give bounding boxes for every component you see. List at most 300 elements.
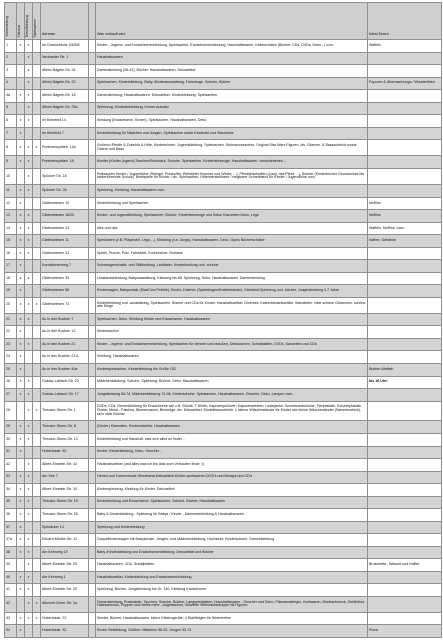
cell-mark-c [33, 559, 41, 572]
cell-address: Alfred-Nägele-Str. 18 [41, 90, 89, 103]
cell-info [368, 127, 442, 140]
cell-address: Albert-Einstein-Str. 42 [41, 459, 89, 472]
cell-goods: Baby & Kinderkleidung , Spielzeug für Babys / Kinder , Damenbekleidung & Haushaltswaren [96, 509, 368, 522]
cell-stand-number: 1 [5, 40, 17, 53]
cell-info [368, 584, 442, 597]
cell-stand-number: 5 [5, 102, 17, 115]
cell-mark-c [33, 546, 41, 559]
cell-mark-b [25, 197, 33, 210]
cell-stand-number: 21 [5, 313, 17, 326]
cell-address: Theodor-Storm-Str. 26 [41, 509, 89, 522]
cell-empty [89, 571, 96, 584]
cell-goods: Damenkleidung, Rucksäcke, Taschen, Schuhe, Bücher, Langspielplatten, Haushaltswaren - Geschirr und Deko, Pflanzenableger, Korbwaren, Modeschmuck, Geldbörse, Haarschmuck, Puppen und vieles mehr , Angelsachen, teilweise Weihnachtskrippe mit Figuren [96, 596, 368, 612]
cell-mark-b: x [25, 401, 33, 421]
cell-mark-c [33, 272, 41, 285]
table-row [5, 351, 442, 364]
cell-mark-c [33, 65, 41, 78]
cell-mark-b: x [25, 222, 33, 235]
cell-empty [89, 297, 96, 313]
cell-info [368, 401, 442, 421]
cell-mark-c [33, 446, 41, 459]
cell-goods: Haushaltswaren [96, 52, 368, 65]
cell-empty [89, 197, 96, 210]
cell-goods: Herren-und Damenmode,Streetwear,Dekoartikel,Kinder-spielsachen,DVD's und Blurays und CD's [96, 471, 368, 484]
cell-goods: dies und das [96, 222, 368, 235]
cell-address: Au in den Buchen 40a [41, 364, 89, 377]
cell-info [368, 90, 442, 103]
cell-mark-c [33, 376, 41, 389]
cell-goods: Spielwaren (z.B. Playmobil, Lego,...), Kleidung (v.a. Jungs), Haushaltswaren, Deko, Opa's Bücherschätze [96, 235, 368, 248]
cell-stand-number: 15 [5, 235, 17, 248]
cell-info [368, 272, 442, 285]
cell-stand-number: 4 [5, 77, 17, 90]
table-row [5, 297, 442, 313]
cell-mark-b: x [25, 90, 33, 103]
cell-stand-number: 10 [5, 168, 17, 184]
cell-mark-b: x [25, 509, 33, 522]
cell-mark-b: x [25, 484, 33, 497]
cell-mark-c [33, 90, 41, 103]
cell-empty [89, 471, 96, 484]
cell-mark-c [33, 102, 41, 115]
cell-stand-number: 37a [5, 534, 17, 547]
table-row [5, 625, 442, 638]
cell-address: Au in den Buchen 23 A [41, 351, 89, 364]
cell-mark-c [33, 77, 41, 90]
cell-goods: Kinderspielzeug, Kleidung für Kinder, Dekoartikel [96, 484, 368, 497]
cell-info [368, 65, 442, 78]
cell-stand-number: 30 [5, 433, 17, 446]
table-row [5, 197, 442, 210]
cell-mark-a: x [17, 326, 25, 339]
cell-empty [89, 235, 96, 248]
cell-goods: Spielsachen, Kinderkleidung, Baby-/Kinderausstattung, Fahrzeuge, Schuhe, Bücher [96, 77, 368, 90]
cell-info [368, 534, 442, 547]
cell-mark-a [17, 102, 25, 115]
cell-goods: Kinderkleidung und Spielsachen [96, 197, 368, 210]
cell-info [368, 389, 442, 402]
cell-empty [89, 272, 96, 285]
cell-stand-number: 26 [5, 376, 17, 389]
cell-goods: Spielsachen, Deko, Kleidung Kinder und Erwachsene, Haushaltswaren [96, 313, 368, 326]
cell-mark-b: x [25, 471, 33, 484]
cell-info [368, 612, 442, 625]
cell-empty [89, 127, 96, 140]
cell-address: Spitzäcker 14 [41, 521, 89, 534]
header-hausrat: Hausrat [17, 3, 25, 40]
cell-mark-b: x [25, 247, 33, 260]
cell-address: Spöcker Str. 18 [41, 168, 89, 184]
cell-mark-a: x [17, 338, 25, 351]
table-row [5, 546, 442, 559]
header-vorbestellung: Vorbestellung [5, 16, 9, 37]
header-nr [5, 3, 17, 40]
cell-mark-a: x [17, 313, 25, 326]
cell-stand-number: 23 [5, 338, 17, 351]
table-row [5, 222, 442, 235]
table-row [5, 127, 442, 140]
cell-address: Gustav-Lafosch-Str. 23 [41, 376, 89, 389]
cell-mark-b [25, 351, 33, 364]
cell-goods: Kleider, Bücher, Haushaltswaren, kleine Elektrogeräte, 4 Stahlfelgen für Winterreifen [96, 612, 368, 625]
cell-mark-a: x [17, 433, 25, 446]
cell-address: Kornblumenweg 7 [41, 260, 89, 273]
header-adresse: Adresse [41, 3, 89, 40]
cell-mark-b [25, 521, 33, 534]
cell-info [368, 596, 442, 612]
cell-info [368, 571, 442, 584]
cell-mark-c [33, 459, 41, 472]
cell-mark-c [33, 364, 41, 377]
table-row [5, 247, 442, 260]
table-row [5, 140, 442, 156]
cell-address: Am See 7 [41, 471, 89, 484]
cell-mark-b: x [25, 496, 33, 509]
cell-goods: Jungskleidung 56-74, Mädchenkleidung 74-98, Kinderschuhe, Spielsachen, Haushaltswaren, Geschirr, Deko, Lampen uvm. [96, 389, 368, 402]
table-row [5, 77, 442, 90]
cell-address: Gärtenwiesen 24 [41, 222, 89, 235]
cell-empty [89, 40, 96, 53]
table-row [5, 285, 442, 298]
header-was-verkauft-wird: Was verkauft wird [96, 3, 368, 40]
cell-goods: Baby-/Kinderkleidung und Erwachsenenkleidung, Dekoartikel und Bücher [96, 546, 368, 559]
cell-mark-c [33, 185, 41, 198]
cell-mark-a: x [17, 584, 25, 597]
table-row [5, 52, 442, 65]
cell-goods: Spiele, Puzzle, Puki, Fahrräder, Kochbücher, Romane [96, 247, 368, 260]
table-row [5, 326, 442, 339]
cell-mark-a: x [17, 364, 25, 377]
cell-info [368, 285, 442, 298]
cell-empty [89, 351, 96, 364]
cell-info [368, 297, 442, 313]
cell-stand-number: 28 [5, 401, 17, 421]
cell-info [368, 247, 442, 260]
cell-empty [89, 509, 96, 522]
cell-empty [89, 364, 96, 377]
cell-stand-number: 9 [5, 156, 17, 169]
cell-info [368, 52, 442, 65]
cell-mark-c [33, 534, 41, 547]
cell-stand-number: 11 [5, 185, 17, 198]
cell-empty [89, 156, 96, 169]
cell-mark-b: x [25, 168, 33, 184]
cell-address: Hubertusstr. 22 [41, 612, 89, 625]
table-row [5, 471, 442, 484]
cell-mark-c [33, 338, 41, 351]
cell-mark-c [33, 115, 41, 128]
cell-goods: Haushaltswaren, CDs, Schallplatten [96, 559, 368, 572]
cell-mark-a: x [17, 376, 25, 389]
cell-address: Gärtenwiesen 18/20 [41, 210, 89, 223]
cell-mark-c: x [33, 140, 41, 156]
cell-mark-a: x [17, 625, 25, 638]
cell-empty [89, 459, 96, 472]
cell-info [368, 102, 442, 115]
cell-goods: Kinderkleidung und Erwachsene, Spielsachen, Schuhe, Bücher, Haushaltswaren [96, 496, 368, 509]
cell-empty [89, 185, 96, 198]
cell-mark-a [17, 559, 25, 572]
cell-mark-b [25, 364, 33, 377]
cell-empty [89, 247, 96, 260]
cell-address: Eduard-Mörike-Str. 12 [41, 534, 89, 547]
table-row [5, 612, 442, 625]
cell-mark-c [33, 197, 41, 210]
table-row [5, 364, 442, 377]
cell-address: Gärtenwiesen 39 [41, 272, 89, 285]
cell-mark-a [17, 65, 25, 78]
header-deko-kleidung: Deko/Kleidung [25, 3, 33, 40]
cell-mark-b [25, 326, 33, 339]
cell-mark-b: x [25, 297, 33, 313]
cell-mark-a: x [17, 197, 25, 210]
cell-mark-a: x [17, 127, 25, 140]
cell-empty [89, 433, 96, 446]
cell-mark-c [33, 222, 41, 235]
cell-mark-b: x [25, 389, 33, 402]
flohmarkt-table-sheet [4, 2, 441, 638]
cell-mark-a: x [17, 272, 25, 285]
cell-address: Hubertusstr. 52 [41, 446, 89, 459]
cell-stand-number: 14 [5, 222, 17, 235]
cell-mark-a [17, 596, 25, 612]
table-row [5, 484, 442, 497]
cell-stand-number: 2 [5, 52, 17, 65]
cell-mark-b: x [25, 596, 33, 612]
cell-goods: Kinder Bekleidung, Größen: Mädchen 56-92, Jungen 50-74 [96, 625, 368, 638]
cell-mark-a: x [17, 421, 25, 434]
cell-mark-a [17, 52, 25, 65]
cell-address: Gärtenwiesen 73 [41, 297, 89, 313]
cell-mark-a: x [17, 496, 25, 509]
cell-mark-a: x [17, 446, 25, 459]
cell-mark-c [33, 285, 41, 298]
cell-info [368, 459, 442, 472]
cell-mark-a: x [17, 571, 25, 584]
cell-info [368, 185, 442, 198]
cell-mark-a: x [17, 351, 25, 364]
cell-goods: Spielzeug und Kinderkleidung [96, 521, 368, 534]
header-row [5, 3, 442, 40]
table-row [5, 185, 442, 198]
cell-stand-number: 20 [5, 297, 17, 313]
cell-goods: Reitsachen Kinder / Jugendliche (Striegel, Putzkoffer, Reitstiefel Sommer und Winter, ...), Pferdeblschoffen (Lizzy, das Pferd, ...), Bücher (Kinderbücher Grundschule bis weiterführende Schule), Brettspiele für Kinder / div. Spielsachen, Hilfenversteilbarer / neigbarer Schreibtisch für Kinder / Jugendliche uvm. [96, 168, 368, 184]
cell-mark-c [33, 210, 41, 223]
cell-address: Gärtenwiesen 31 [41, 247, 89, 260]
cell-stand-number: 31 [5, 446, 17, 459]
cell-empty [89, 596, 96, 612]
cell-mark-c: x [33, 596, 41, 612]
cell-mark-c: x [33, 297, 41, 313]
cell-mark-a: x [17, 612, 25, 625]
cell-empty [89, 376, 96, 389]
cell-mark-b: x [25, 40, 33, 53]
cell-mark-a: x [17, 247, 25, 260]
header-empty [89, 3, 96, 40]
cell-empty [89, 559, 96, 572]
cell-info [368, 546, 442, 559]
cell-mark-b [25, 127, 33, 140]
cell-stand-number: 18 [5, 272, 17, 285]
cell-mark-a: x [17, 484, 25, 497]
cell-mark-b: x [25, 433, 33, 446]
table-row [5, 65, 442, 78]
cell-mark-a [17, 168, 25, 184]
cell-address: Theodor-Storm-Str. 19 [41, 496, 89, 509]
cell-empty [89, 326, 96, 339]
cell-mark-b: x [25, 272, 33, 285]
cell-info: Waffeln [368, 40, 442, 53]
cell-info [368, 509, 442, 522]
cell-empty [89, 401, 96, 421]
cell-stand-number: 44 [5, 625, 17, 638]
cell-mark-a: x [17, 156, 25, 169]
cell-stand-number: 33 [5, 471, 17, 484]
cell-stand-number: 34 [5, 484, 17, 497]
cell-mark-c [33, 326, 41, 339]
cell-mark-c [33, 389, 41, 402]
table-row [5, 401, 442, 421]
cell-stand-number: 35 [5, 496, 17, 509]
cell-stand-number: 37 [5, 521, 17, 534]
table-row [5, 90, 442, 103]
cell-mark-a: x [17, 509, 25, 522]
table-row [5, 313, 442, 326]
cell-stand-number: 24 [5, 351, 17, 364]
cell-goods: Umstandskleidung, Babyausstattung, Kleidung bis 68, Spielzeug, Deko, Haushaltswaren, Damenkleidung [96, 272, 368, 285]
cell-goods: Spielzeug, Kinderbekleidung, Kinder-Autositz [96, 102, 368, 115]
cell-empty [89, 90, 96, 103]
cell-mark-c: x [33, 612, 41, 625]
cell-info [368, 115, 442, 128]
cell-address: Albrecht-Dürer-Str. 1a [41, 596, 89, 612]
cell-mark-b: x [25, 421, 33, 434]
cell-mark-a: x [17, 534, 25, 547]
table-row [5, 459, 442, 472]
table-row [5, 168, 442, 184]
cell-mark-b: x [25, 612, 33, 625]
cell-mark-c [33, 260, 41, 273]
cell-address: Gustav-Lafosch-Str. 17 [41, 389, 89, 402]
cell-info [368, 433, 442, 446]
table-row [5, 509, 442, 522]
cell-goods: Spielzeug, Bücher, Jungskleidung bis Gr. 140, Kleidung Erwachsene [96, 584, 368, 597]
cell-empty [89, 65, 96, 78]
cell-mark-c [33, 127, 41, 140]
cell-address: Gärtenwiesen 10 [41, 197, 89, 210]
cell-goods: Kinder- und Jugendkleidung, Spielsachen, Bücher, Kinderfahrzeuge und Deko/ Klamotten Deko, Lego [96, 210, 368, 223]
cell-stand-number: 36 [5, 509, 17, 522]
cell-mark-c [33, 433, 41, 446]
table-row [5, 584, 442, 597]
cell-mark-c [33, 584, 41, 597]
cell-mark-c [33, 421, 41, 434]
cell-empty [89, 338, 96, 351]
cell-mark-a: x [17, 40, 25, 53]
cell-mark-c [33, 521, 41, 534]
cell-mark-a [17, 459, 25, 472]
table-row [5, 260, 442, 273]
cell-goods: Kinderkleidung und -ausstattung, Spielsachen, Bücher und CDs für Kinder, Haushaltsartikel, Diverses; Katzenbedarfsartikel, Wandteller, viele schöne Glöckchen, schöne alte Dinge [96, 297, 368, 313]
cell-stand-number: 8 [5, 140, 17, 156]
cell-goods: Kinderspielsachen, Kinderkleidung bis Größe 152 [96, 364, 368, 377]
cell-mark-b: x [25, 65, 33, 78]
stand-list-table [4, 2, 442, 638]
header-infos-essen: Infos/ Essen [368, 3, 442, 40]
cell-address: Im Kleinfeld 7 [41, 127, 89, 140]
cell-mark-c [33, 471, 41, 484]
cell-stand-number: 43 [5, 612, 17, 625]
table-row [5, 272, 442, 285]
table-row [5, 559, 442, 572]
cell-info [368, 260, 442, 273]
table-row [5, 534, 442, 547]
cell-address: Im Kleinfeld 14 [41, 115, 89, 128]
cell-address: Am Kehrweg 1 [41, 571, 89, 584]
cell-info [368, 156, 442, 169]
cell-address: Theodor-Storm-Str. 13 [41, 433, 89, 446]
cell-info: Pizza [368, 625, 442, 638]
cell-goods: Kindersachen [96, 326, 368, 339]
cell-info: Bruschetta , Wasser und Kaffee [368, 559, 442, 572]
cell-mark-a [17, 77, 25, 90]
cell-stand-number: 25 [5, 364, 17, 377]
cell-address: Theodor-Storm-Str. 8 [41, 421, 89, 434]
cell-empty [89, 115, 96, 128]
table-row [5, 235, 442, 248]
table-row [5, 446, 442, 459]
cell-address: Albert-Einstein-Str. 20 [41, 584, 89, 597]
table-row [5, 210, 442, 223]
cell-empty [89, 210, 96, 223]
cell-empty [89, 222, 96, 235]
table-row [5, 433, 442, 446]
cell-address: Hubertusstr. 32 [41, 625, 89, 638]
cell-mark-a: x [17, 140, 25, 156]
cell-mark-c [33, 156, 41, 169]
table-row [5, 115, 442, 128]
table-row [5, 156, 442, 169]
cell-empty [89, 612, 96, 625]
cell-mark-c [33, 235, 41, 248]
cell-goods: Kleidung, Haushaltswaren [96, 351, 368, 364]
cell-info: bis 16 Uhr! [368, 376, 442, 389]
cell-stand-number: 6 [5, 115, 17, 128]
stand-rows [5, 40, 442, 638]
cell-mark-b: x [25, 235, 33, 248]
cell-info: Muffins [368, 210, 442, 223]
cell-mark-b: x [25, 115, 33, 128]
cell-address: Alfred-Nägele-Str. 24 [41, 65, 89, 78]
cell-mark-a: x [17, 222, 25, 235]
cell-mark-a: x [17, 115, 25, 128]
cell-stand-number: 29 [5, 421, 17, 434]
cell-info [368, 496, 442, 509]
cell-goods: Damenkleidung, Haushaltswaren, Dekoartikel, Kinderkleidung, Spielsachen [96, 90, 368, 103]
header-spielsachen: Spielsachen [33, 3, 41, 40]
cell-address: Gärtenwiesen 56 [41, 285, 89, 298]
table-row [5, 496, 442, 509]
cell-stand-number: 19 [5, 285, 17, 298]
cell-empty [89, 446, 96, 459]
cell-stand-number: 39 [5, 559, 17, 572]
cell-stand-number: 41 [5, 584, 17, 597]
cell-mark-c [33, 509, 41, 522]
cell-address: Pontneewyddstr. 14a [41, 140, 89, 156]
table-row [5, 389, 442, 402]
cell-mark-b: x [25, 459, 33, 472]
cell-mark-c [33, 625, 41, 638]
